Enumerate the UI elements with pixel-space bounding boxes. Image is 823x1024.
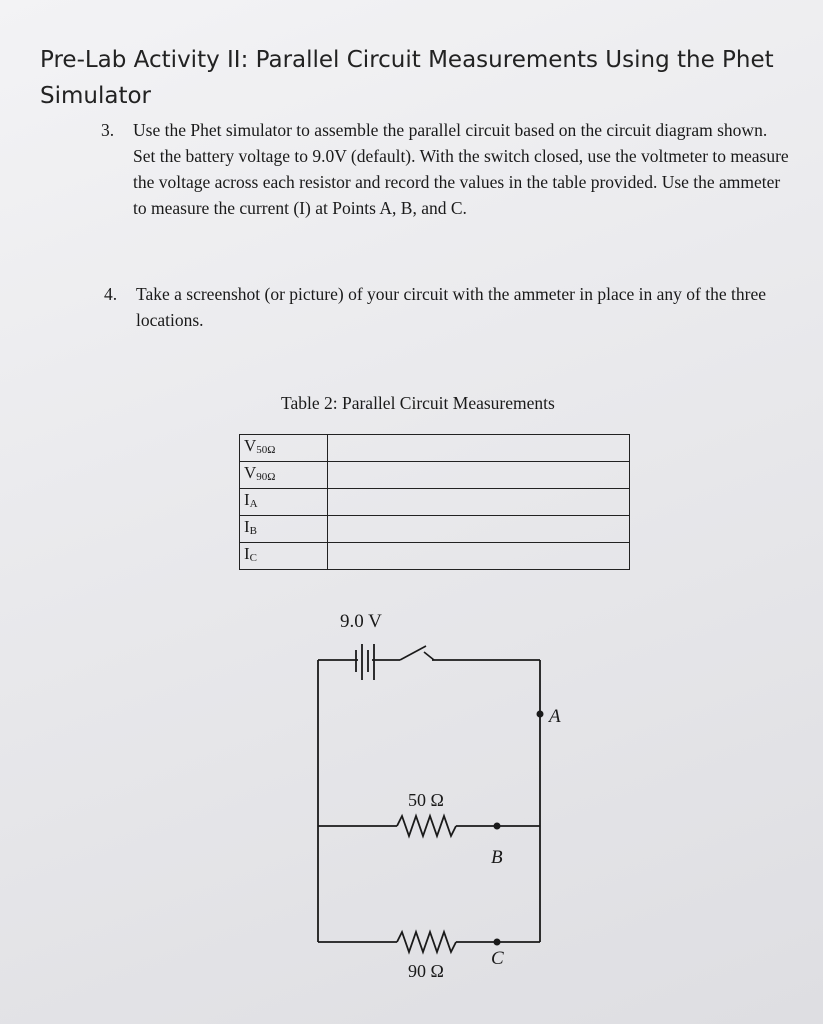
resistor-90-label: 90 Ω [408, 961, 444, 981]
instruction-text: Use the Phet simulator to assemble the parallel circuit based on the circuit diagram shown. Set the battery voltage to 9.0V (default). With the switch closed, use the voltmeter to measure the voltage across each resistor and record the values in the table provided. Use the ammeter to measure the current (I) at Points A, B, and C. [133, 120, 789, 218]
row-symbol: I [244, 490, 250, 509]
battery-label: 9.0 V [340, 611, 382, 632]
point-a-label: A [549, 706, 561, 727]
row-symbol: I [244, 544, 250, 563]
instruction-number: 3. [101, 120, 115, 140]
row-subscript: A [249, 498, 258, 510]
resistor-90-symbol [397, 932, 456, 952]
point-a-dot [537, 711, 544, 718]
point-c-label: C [491, 948, 504, 969]
instruction-number: 4. [104, 284, 118, 304]
row-symbol: I [244, 517, 250, 536]
battery-symbol [356, 644, 374, 680]
page-title: Pre-Lab Activity II: Parallel Circuit Measurements Using the Phet Simulator [40, 47, 774, 109]
switch-symbol [400, 646, 434, 660]
point-b-dot [494, 823, 501, 830]
instruction-text: Take a screenshot (or picture) of your circuit with the ammeter in place in any of the three locations. [136, 284, 766, 330]
table-caption: Table 2: Parallel Circuit Measurements [281, 393, 555, 413]
row-subscript: C [249, 552, 258, 564]
row-subscript: B [249, 525, 258, 537]
row-subscript: 50Ω [256, 444, 276, 456]
row-symbol: V [244, 463, 257, 482]
resistor-50-label: 50 Ω [408, 790, 444, 810]
point-b-label: B [491, 847, 503, 868]
row-symbol: V [244, 436, 257, 455]
resistor-50-symbol [397, 816, 456, 836]
point-c-dot [494, 939, 501, 946]
row-subscript: 90Ω [256, 471, 276, 483]
